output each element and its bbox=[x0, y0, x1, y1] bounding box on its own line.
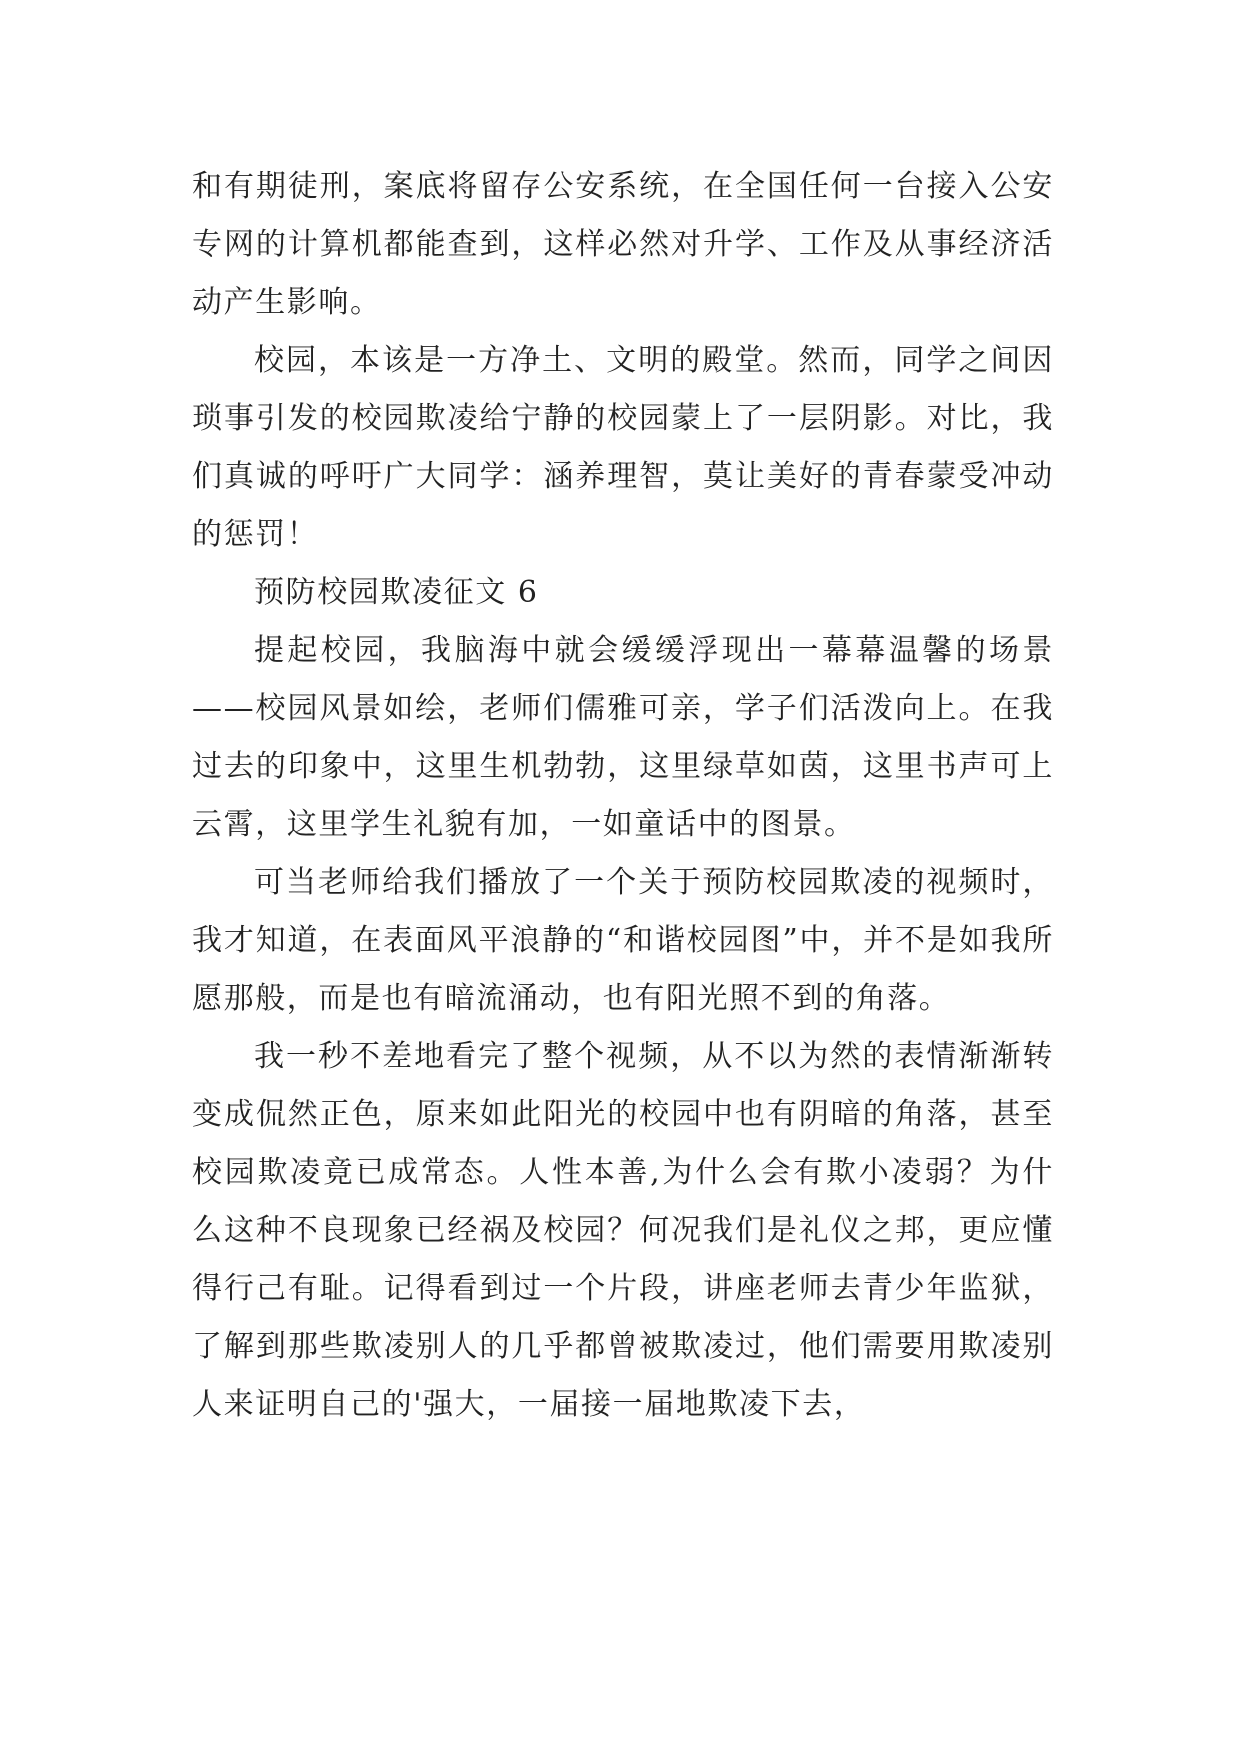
paragraph-campus-memory: 提起校园，我脑海中就会缓缓浮现出一幕幕温馨的场景——校园风景如绘，老师们儒雅可亲，学子们活泼向上。在我过去的印象中，这里生机勃勃，这里绿草如茵，这里书声可上云霄，这里学生礼貌有加，一如童话中的图景。 bbox=[192, 633, 1054, 842]
paragraph-campus-conclusion: 校园，本该是一方净土、文明的殿堂。然而，同学之间因琐事引发的校园欺凌给宁静的校园蒙上了一层阴影。对比，我们真诚的呼吁广大同学：涵养理智，莫让美好的青春蒙受冲动的惩罚！ bbox=[192, 343, 1054, 552]
paragraph-continuation: 和有期徒刑，案底将留存公安系统，在全国任何一台接入公安专网的计算机都能查到，这样必然对升学、工作及从事经济活动产生影响。 bbox=[192, 169, 1054, 320]
paragraph-video-realization: 可当老师给我们播放了一个关于预防校园欺凌的视频时，我才知道，在表面风平浪静的“和谐校园图”中，并不是如我所愿那般，而是也有暗流涌动，也有阳光照不到的角落。 bbox=[192, 865, 1054, 1016]
document-page bbox=[192, 158, 1054, 1434]
section-title: 预防校园欺凌征文 6 bbox=[254, 575, 539, 610]
paragraph-reflection: 我一秒不差地看完了整个视频，从不以为然的表情渐渐转变成侃然正色，原来如此阳光的校园中也有阴暗的角落，甚至校园欺凌竟已成常态。人性本善,为什么会有欺小凌弱？为什么这种不良现象已经祸及校园？何况我们是礼仪之邦，更应懂得行己有耻。记得看到过一个片段，讲座老师去青少年监狱，了解到那些欺凌别人的几乎都曾被欺凌过，他们需要用欺凌别人来证明自己的'强大，一届接一届地欺凌下去， bbox=[192, 1039, 1054, 1422]
